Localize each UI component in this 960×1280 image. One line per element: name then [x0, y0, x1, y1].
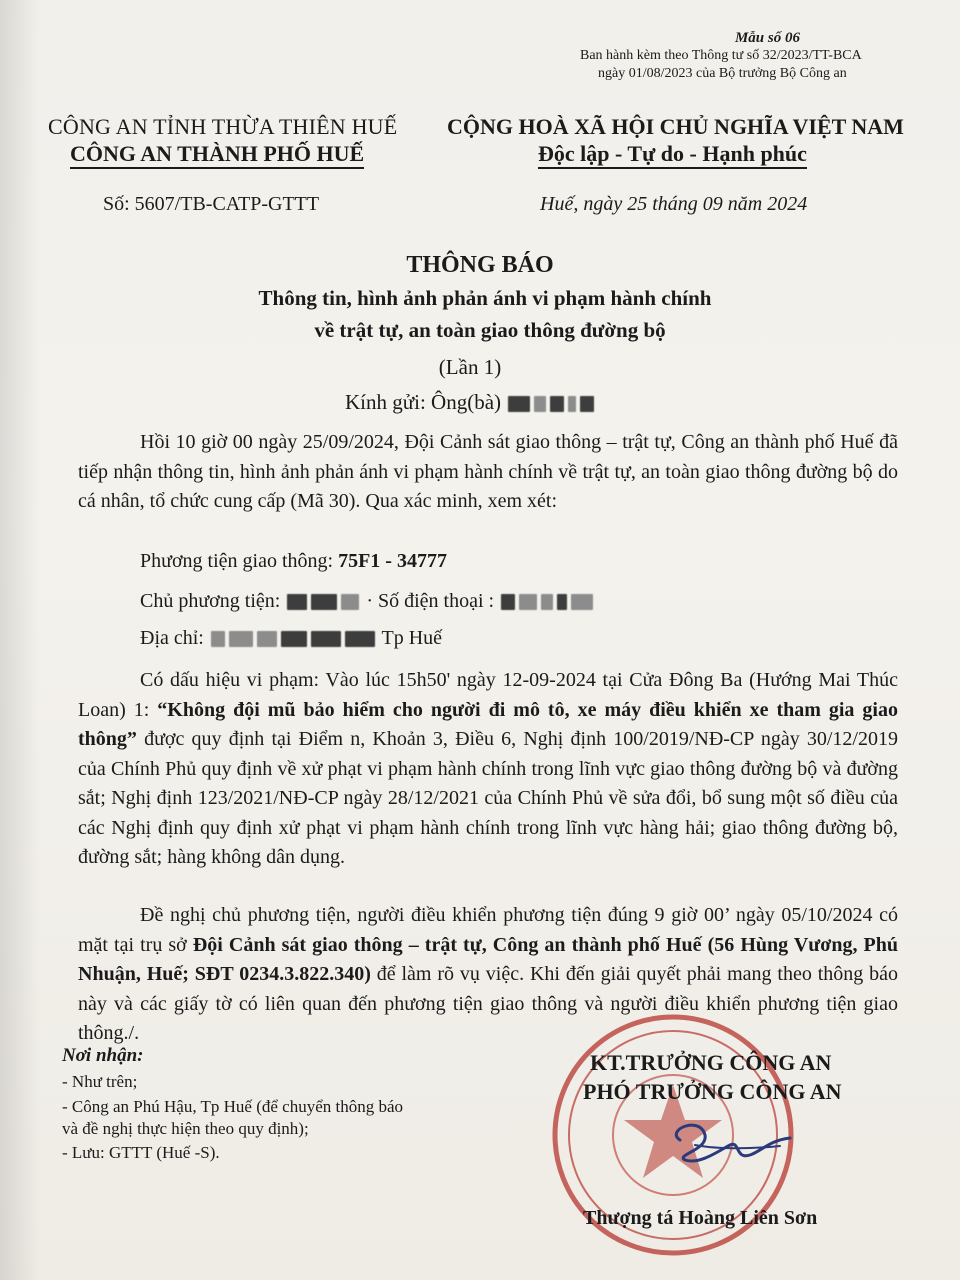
request-office: Đội Cảnh sát giao thông – trật tự, Công an thành phố Huế (56 Hùng Vương, Phú Nhuận, Huế; SĐT 0234.3.822.340)	[78, 933, 898, 985]
redacted-phone	[501, 594, 515, 610]
violation-prefix: Có dấu hiệu vi phạm: Vào lúc 15h50' ngày 12-09-2024 tại Cửa Đông Ba (Hướng Mai Thúc Loan) 1:	[78, 669, 898, 721]
redacted-address	[211, 631, 225, 647]
redacted-address	[311, 631, 341, 647]
place-date: Huế, ngày 25 tháng 09 năm 2024	[540, 193, 808, 215]
violation-description: “Không đội mũ bảo hiểm cho người đi mô tô, xe máy điều khiển xe tham gia giao thông”	[78, 698, 898, 750]
redacted-name	[580, 396, 594, 412]
document-subtitle-line1: Thông tin, hình ảnh phản ánh vi phạm hành chính	[258, 286, 712, 310]
owner-line	[140, 590, 595, 613]
redacted-address	[257, 631, 277, 647]
notice-round: (Lần 1)	[438, 355, 502, 379]
violation-paragraph	[78, 666, 898, 873]
request-prefix: Đề nghị chủ phương tiện, người điều khiển phương tiện đúng 9 giờ 00’ ngày 05/10/2024 có mặt tại trụ sở	[78, 904, 898, 956]
nation-title: CỘNG HOÀ XÃ HỘI CHỦ NGHĨA VIỆT NAM	[447, 114, 904, 139]
redacted-phone	[519, 594, 537, 610]
handwritten-signature-icon	[660, 1110, 800, 1180]
redacted-name	[508, 396, 530, 412]
redacted-owner	[287, 594, 307, 610]
addressee	[345, 390, 596, 415]
vehicle-label: Phương tiện giao thông:	[140, 550, 339, 572]
addressee-label: Kính gửi: Ông(bà)	[345, 390, 502, 414]
agency-name: CÔNG AN THÀNH PHỐ HUẾ	[70, 141, 364, 169]
redacted-phone	[541, 594, 553, 610]
form-number: Mẫu số 06	[734, 30, 800, 46]
vehicle-line	[140, 550, 447, 573]
recipient-item: và đề nghị thực hiện theo quy định);	[62, 1119, 309, 1138]
recipient-item: - Lưu: GTTT (Huế -S).	[62, 1143, 220, 1162]
recipient-item: - Công an Phú Hậu, Tp Huế (để chuyển thông báo	[62, 1097, 404, 1116]
national-motto: Độc lập - Tự do - Hạnh phúc	[538, 141, 807, 169]
owner-label: Chủ phương tiện:	[140, 590, 281, 612]
document-subtitle-line2: về trật tự, an toàn giao thông đường bộ	[314, 318, 666, 342]
vehicle-plate: 75F1 - 34777	[338, 550, 447, 572]
phone-label: · Số điện thoại :	[366, 590, 495, 612]
redacted-address	[345, 631, 375, 647]
redacted-owner	[341, 594, 359, 610]
redacted-name	[568, 396, 576, 412]
redacted-name	[534, 396, 546, 412]
request-suffix: để làm rõ vụ việc. Khi đến giải quyết phải mang theo thông báo này và các giấy tờ có liên quan đến phương tiện giao thông và người điều khiển phương tiện giao thông./.	[78, 963, 899, 1044]
redacted-phone	[571, 594, 593, 610]
document-number: Số: 5607/TB-CATP-GTTT	[103, 193, 320, 215]
recipients-heading: Nơi nhận:	[62, 1045, 144, 1066]
address-line	[140, 627, 442, 650]
intro-paragraph: Hồi 10 giờ 00 ngày 25/09/2024, Đội Cảnh sát giao thông – trật tự, Công an thành phố Huế đã tiếp nhận thông tin, hình ảnh phản ánh vi phạm hành chính về trật tự, an toàn giao thông đường bộ do cá nhân, tổ chức cung cấp (Mã 30). Qua xác minh, xem xét:	[78, 431, 898, 512]
redacted-owner	[311, 594, 337, 610]
form-issued-line2: ngày 01/08/2023 của Bộ trưởng Bộ Công an	[598, 66, 847, 81]
signer-name: Thượng tá Hoàng Liên Sơn	[583, 1207, 818, 1229]
address-label: Địa chỉ:	[140, 627, 204, 649]
redacted-address	[281, 631, 307, 647]
redacted-address	[229, 631, 253, 647]
signature-title-line1: KT.TRƯỞNG CÔNG AN	[590, 1050, 832, 1075]
recipient-item: - Như trên;	[62, 1072, 138, 1091]
redacted-phone	[557, 594, 567, 610]
agency-parent: CÔNG AN TỈNH THỪA THIÊN HUẾ	[48, 114, 398, 139]
document-title: THÔNG BÁO	[406, 252, 554, 278]
redacted-name	[550, 396, 564, 412]
form-issued-line1: Ban hành kèm theo Thông tư số 32/2023/TT-BCA	[580, 48, 862, 63]
signature-title-line2: PHÓ TRƯỞNG CÔNG AN	[583, 1079, 842, 1104]
page-shadow	[0, 0, 40, 1280]
violation-legal-basis: được quy định tại Điểm n, Khoản 3, Điều 6, Nghị định 100/2019/NĐ-CP ngày 30/12/2019 của Chính Phủ quy định về xử phạt vi phạm hành chính trong lĩnh vực giao thông đường bộ và đường sắt; Nghị định 123/2021/NĐ-CP ngày 28/12/2021 của Chính Phủ về sửa đổi, bổ sung một số điều của các Nghị định quy định xử phạt vi phạm hành chính trong lĩnh vực hàng hải; giao thông đường bộ, đường sắt; hàng không dân dụng.	[78, 728, 898, 868]
address-city: Tp Huế	[381, 627, 443, 649]
